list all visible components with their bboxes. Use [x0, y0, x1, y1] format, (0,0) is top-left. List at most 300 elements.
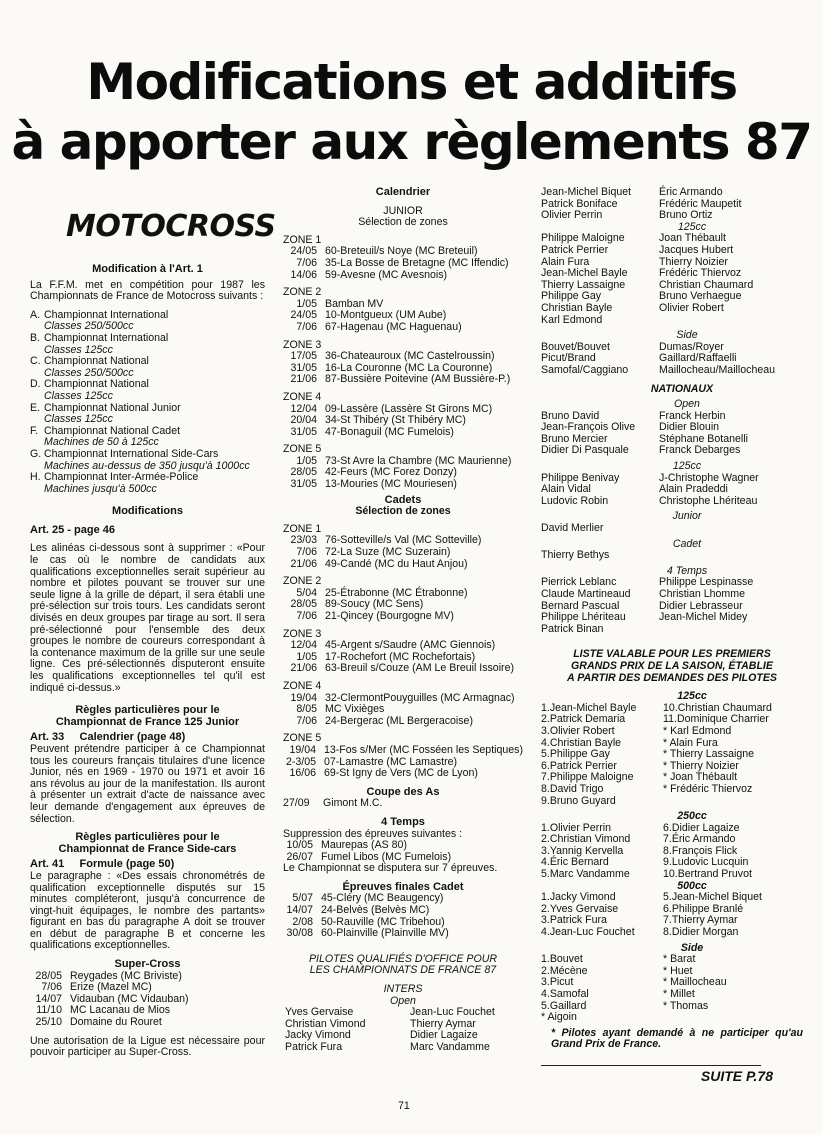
event-place: 24-Belvès (Belvès MC) [321, 904, 430, 917]
label-lside: Side [680, 941, 704, 954]
championship-letter: F. [30, 424, 39, 437]
name-right [659, 315, 753, 327]
name-right: * Barat [663, 953, 696, 966]
championship-body [44, 426, 180, 449]
name-left: Philippe Gay [541, 290, 602, 303]
championship-name: Championnat National [44, 355, 149, 368]
cadet-zones [283, 524, 523, 780]
name-right: 9.Ludovic Lucquin [663, 856, 749, 869]
table-top-pairs [541, 187, 741, 222]
championship-class: Classes 125cc [44, 389, 113, 402]
event-date: 31/05 [290, 361, 317, 374]
championship-list [30, 310, 265, 496]
event-date: 14/06 [290, 268, 317, 281]
name-right: Éric Armando [659, 186, 723, 198]
name-right: Bruno Ortiz [659, 209, 713, 222]
event-place: 32-ClermontPouyguilles (MC Armagnac) [325, 691, 515, 704]
championship-item [30, 356, 265, 379]
heading-liste-3: A PARTIR DES DEMANDES DES PILOTES [567, 671, 777, 684]
column-calendrier [283, 187, 523, 1054]
name-right: 6.Didier Lagaize [663, 821, 740, 834]
table-nat-125 [541, 473, 759, 508]
name-right: * Thomas [663, 999, 709, 1012]
supercross-note: Une autorisation de la Ligue est nécessaire pour pouvoir participer au Super-Cross. [30, 1034, 265, 1059]
championship-letter: H. [30, 471, 41, 484]
event-place: 16-La Couronne (MC La Couronne) [325, 361, 493, 374]
art25-text: Les alinéas ci-dessous sont à supprimer : «Pour le cas où le nombre de candidats aux qualifications exceptionnelles serait supérieur au nombre et pilotes pouvant se trouver sur une seule ligne à la grille de départ, il sera établi une pré-sélection sur trois tours. Les candidats seront divisés en deux groupes par tirage au sort. Il sera pré-sélectionné pour l'ensemble des deux groupes le nombre de coureurs correspondant à la contenance maximum de la grille sur une seule ligne. Ces pré-sélectionnés disputeront ensuite les qualifications exceptionnelles tel qu'il est indiqué ci-dessus.» [30, 542, 265, 694]
name-left: 2.Christian Vimond [541, 833, 631, 846]
event-place: 34-St Thibéry (St Thibéry MC) [325, 414, 466, 427]
table-side [541, 342, 775, 377]
column-pilotes [541, 187, 803, 1086]
name-row [541, 749, 772, 761]
junior-zones [283, 235, 523, 491]
table-liste-side [541, 954, 727, 1024]
event-place: 36-Chateauroux (MC Castelroussin) [325, 350, 495, 363]
calendar-row [283, 351, 510, 363]
championship-letter: D. [30, 378, 41, 391]
event-date: 25/10 [35, 1016, 62, 1029]
name-left: Bruno Mercier [541, 432, 608, 445]
heading-finales: Épreuves finales Cadet [342, 880, 464, 893]
name-left: 5.Marc Vandamme [541, 868, 630, 881]
calendar-row [283, 663, 514, 675]
name-left: 2.Mécène [541, 964, 588, 977]
name-left: 5.Gaillard [541, 999, 587, 1012]
name-right: 8.François Flick [663, 844, 738, 857]
zone-table [283, 299, 462, 334]
name-right: Marc Vandamme [410, 1041, 490, 1053]
name-right: 7.Éric Armando [663, 833, 736, 846]
art41-text: Le paragraphe : «Des essais chronométrés de qualification exceptionnelle disputés sur 15 minutes compléteront, jusqu'à concurrence de vingt-huit équipages, le nombre des partants» figurant en bas du paragraphe A doit se trouver en début de paragraphe B et concerne les qualifications exceptionnelles. [30, 869, 265, 952]
heading-rules-125-2: Championnat de France 125 Junior [55, 715, 240, 728]
heading-modifications: Modifications [112, 505, 183, 518]
name-left: 7.Philippe Maloigne [541, 771, 634, 784]
name-right: 10.Bertrand Pruvot [663, 868, 752, 881]
name-left: Yves Gervaise [285, 1006, 354, 1019]
label-side: Side [676, 329, 698, 342]
event-place: 13-Mouries (MC Mouriesen) [325, 478, 457, 491]
name-right: Dumas/Royer [659, 340, 724, 353]
name-left: 4.Jean-Luc Fouchet [541, 926, 635, 939]
heading-rules-sc-2: Championnat de France Side-cars [58, 842, 237, 855]
calendar-row [283, 479, 511, 491]
junior-name: David Merlier [541, 522, 604, 535]
art33-text: Peuvent prétendre participer à ce Championnat tous les coureurs français titulaires d'une licence Junior, nés en 1969 - 1970 ou 1971 et avoir 16 ans révolus au jour de la manifestation. Ils auront à présenter un extrait d'acte de naissance avec leur demande d'engagement aux épreuves de sélection. [30, 742, 265, 825]
event-place: 87-Bussière Poitevine (AM Bussière-P.) [325, 373, 511, 386]
event-date: 11/10 [36, 1004, 62, 1017]
calendar-row [283, 716, 515, 728]
event-place: Bamban MV [325, 297, 384, 310]
name-left: Patrick Perrier [541, 243, 609, 256]
name-left: 3.Picut [541, 976, 574, 989]
suite-link: SUITE P.78 [700, 1067, 773, 1084]
name-left: 6.Patrick Perrier [541, 759, 617, 772]
calendar-row [283, 745, 523, 757]
event-date: 7/06 [296, 256, 317, 269]
event-date: 7/06 [296, 714, 317, 727]
name-row [541, 989, 727, 1001]
label-4-temps: 4 Temps [666, 564, 708, 577]
calendar-row [283, 374, 510, 386]
championship-item [30, 310, 265, 333]
zone-table [283, 640, 514, 675]
event-place: 49-Candé (MC du Haut Anjou) [325, 557, 468, 570]
name-left: Patrick Fura [285, 1041, 343, 1053]
event-date: 17/05 [290, 350, 317, 363]
zone-table [283, 456, 511, 491]
name-right: Gaillard/Raffaelli [659, 352, 737, 365]
event-place: 59-Avesne (MC Avesnois) [325, 268, 448, 281]
event-place: 42-Feurs (MC Forez Donzy) [325, 466, 457, 479]
table-liste-250 [541, 823, 752, 881]
name-left: Jean-Michel Biquet [541, 186, 632, 198]
name-left: 2.Patrick Demaria [541, 713, 626, 726]
championship-name: Championnat National [44, 378, 149, 391]
heading-liste-2: GRANDS PRIX DE LA SAISON, ÉTABLIE [571, 659, 773, 672]
championship-name: Championnat Inter-Armée-Police [44, 471, 199, 484]
cadets-subheading: Sélection de zones [355, 505, 451, 518]
4-temps-table [283, 840, 451, 863]
calendar-row [283, 905, 449, 917]
event-date: 26/07 [286, 850, 313, 863]
name-left: 9.Bruno Guyard [541, 794, 616, 807]
calendar-row [283, 427, 492, 439]
name-left: Bouvet/Bouvet [541, 340, 610, 353]
zone-table [283, 693, 515, 728]
name-left: 4.Christian Bayle [541, 736, 622, 749]
zone-label: ZONE 3 [283, 627, 322, 640]
name-right: Didier Lagaize [410, 1029, 478, 1042]
name-row [541, 726, 772, 738]
page-title-line-1: Modifications et additifs [86, 53, 737, 111]
name-right: * Maillocheau [663, 976, 727, 989]
event-date: 14/07 [286, 904, 313, 917]
cadet-name: Thierry Bethys [541, 549, 610, 562]
name-right: J-Christophe Wagner [659, 471, 759, 484]
event-date: 23/03 [290, 534, 317, 547]
zone-table [283, 588, 468, 623]
championship-class: Classes 250/500cc [44, 320, 134, 333]
name-left: 1.Bouvet [541, 953, 583, 966]
championship-body [44, 310, 168, 333]
name-right: 11.Dominique Charrier [663, 713, 769, 726]
name-right: Christophe Lhériteau [659, 494, 758, 507]
event-place: Reygades (MC Briviste) [70, 969, 182, 982]
name-right: 8.Didier Morgan [663, 926, 739, 939]
name-left: Olivier Perrin [541, 209, 603, 222]
coupe-row [283, 798, 382, 810]
event-date: 5/07 [292, 892, 313, 905]
event-date: 8/05 [296, 703, 317, 716]
championship-item [30, 472, 265, 495]
event-date: 31/05 [290, 425, 317, 438]
heading-pilotes-2: LES CHAMPIONNATS DE FRANCE 87 [309, 964, 497, 977]
event-date: 1/05 [296, 297, 317, 310]
event-date: 1/05 [296, 454, 317, 467]
event-place: 09-Lassère (Lassère St Girons MC) [325, 402, 493, 415]
table-liste-125 [541, 703, 772, 807]
name-right: 10.Christian Chaumard [663, 701, 772, 714]
4-temps-intro: Suppression des épreuves suivantes : [283, 827, 463, 840]
zone-table [283, 246, 509, 281]
zone-label: ZONE 1 [283, 233, 322, 246]
name-right: Joan Thébault [659, 232, 726, 245]
name-right: * Huet [663, 964, 693, 977]
championship-name: Championnat International [44, 308, 169, 321]
name-right: * Alain Fura [663, 736, 718, 749]
calendar-row [283, 415, 492, 427]
name-left: 1.Olivier Perrin [541, 821, 612, 834]
championship-name: Championnat National Junior [44, 401, 181, 414]
name-row [541, 315, 753, 327]
heading-rules-sc-1: Règles particulières pour le [75, 831, 220, 844]
coupe-date: 27/09 [283, 797, 310, 810]
event-date: 19/04 [290, 691, 317, 704]
label-junior: Junior [672, 510, 702, 523]
event-place: 24-Bergerac (ML Bergeracoise) [325, 714, 473, 727]
finales-table [283, 893, 449, 939]
zone-label: ZONE 5 [283, 443, 322, 456]
name-left: Bernard Pascual [541, 599, 620, 612]
championship-name: Championnat International Side-Cars [44, 447, 219, 460]
name-left: Alain Fura [541, 255, 590, 268]
zone-table [283, 745, 523, 780]
name-right: * Frédéric Thiervoz [663, 782, 753, 795]
zone-label: ZONE 2 [283, 286, 322, 299]
event-date: 28/05 [290, 598, 317, 611]
name-right: * Joan Thébault [663, 771, 738, 784]
calendar-row [283, 258, 509, 270]
name-right: Christian Chaumard [659, 278, 754, 291]
label-125cc: 125cc [677, 220, 707, 233]
name-row [541, 496, 759, 508]
calendar-row [283, 704, 515, 716]
event-place: 10-Montgueux (UM Aube) [325, 309, 447, 322]
event-date: 10/05 [286, 839, 313, 852]
heading-art25: Art. 25 - page 46 [30, 523, 115, 536]
zone-table [283, 351, 510, 386]
name-right: Thierry Noizier [659, 255, 728, 268]
zone-table [283, 404, 492, 439]
zone-label: ZONE 3 [283, 338, 322, 351]
event-place: 45-Argent s/Saudre (AMC Giennois) [325, 639, 496, 652]
zone-label: ZONE 4 [283, 390, 322, 403]
name-left: Pierrick Leblanc [541, 576, 617, 589]
championship-body [44, 333, 168, 356]
event-place: 89-Soucy (MC Sens) [325, 598, 424, 611]
table-4-temps [541, 577, 753, 635]
heading-calendrier: Calendrier [375, 186, 431, 198]
name-left: Bruno David [541, 409, 600, 422]
championship-body [44, 379, 149, 402]
championship-class: Classes 125cc [44, 343, 113, 356]
championship-body [44, 403, 181, 426]
championship-letter: B. [30, 331, 41, 344]
name-left: Karl Edmond [541, 313, 603, 326]
calendar-row [283, 928, 449, 940]
heading-4-temps: 4 Temps [381, 815, 425, 828]
name-row [541, 210, 741, 222]
calendar-row [283, 559, 481, 571]
championship-class: Machines au-dessus de 350 jusqu'à 1000cc [44, 459, 250, 472]
championship-class: Machines jusqu'à 500cc [44, 482, 157, 495]
event-date: 2-3/05 [285, 755, 316, 768]
name-right [663, 796, 772, 808]
heading-art33: Art. 33 Calendrier (page 48) [30, 731, 186, 744]
event-date: 12/04 [290, 639, 317, 652]
event-date: 7/06 [41, 981, 62, 994]
name-right: Franck Debarges [659, 444, 741, 457]
heading-liste-1: LISTE VALABLE POUR LES PREMIERS [573, 648, 771, 661]
event-date: 7/06 [296, 546, 317, 559]
name-row [541, 365, 775, 377]
championship-item [30, 333, 265, 356]
supercross-table [30, 971, 189, 1029]
intro-text: La F.F.M. met en compétition pour 1987 les Championnats de France de Motocross suivants : [30, 278, 265, 303]
coupe-table [283, 798, 382, 810]
heading-nationaux: NATIONAUX [650, 382, 714, 395]
championship-name: Championnat International [44, 331, 169, 344]
heading-coupe: Coupe des As [366, 785, 440, 798]
event-date: 21/06 [290, 557, 317, 570]
name-right: Bruno Verhaegue [659, 290, 742, 303]
event-date: 28/05 [290, 466, 317, 479]
name-left: Christian Vimond [285, 1017, 366, 1030]
event-date: 24/05 [290, 245, 317, 258]
calendar-row [283, 322, 462, 334]
name-row [541, 303, 753, 315]
name-left: Patrick Binan [541, 622, 604, 635]
championship-letter: A. [30, 308, 41, 321]
event-place: 63-Breuil s/Couze (AM Le Breuil Issoire) [325, 662, 514, 675]
heading-supercross: Super-Cross [114, 958, 181, 971]
event-date: 19/04 [289, 743, 316, 756]
championship-item [30, 379, 265, 402]
footnote: * Pilotes ayant demandé à ne participer qu'au Grand Prix de France. [551, 1026, 803, 1051]
name-right: Jean-Luc Fouchet [410, 1006, 495, 1019]
championship-item [30, 426, 265, 449]
event-place: 07-Lamastre (MC Lamastre) [324, 755, 458, 768]
page-title-line-2: à apporter aux règlements 87 [11, 113, 812, 171]
zone-table [283, 535, 481, 570]
event-date: 21/06 [290, 373, 317, 386]
zone-label: ZONE 5 [283, 732, 322, 745]
event-place: Vidauban (MC Vidauban) [70, 992, 189, 1005]
event-place: MC Lacanau de Mios [70, 1004, 171, 1017]
name-right: Didier Blouin [659, 421, 720, 434]
page-number: 71 [398, 1100, 410, 1112]
name-row [541, 589, 753, 601]
label-l250: 250cc [677, 810, 707, 823]
table-liste-500 [541, 892, 762, 938]
championship-item [30, 449, 265, 472]
calendar-row [30, 1017, 189, 1029]
name-left: Patrick Boniface [541, 197, 618, 210]
championship-name: Championnat National Cadet [44, 424, 181, 437]
name-left: Philippe Maloigne [541, 232, 625, 245]
event-place: 76-Sotteville/s Val (MC Sotteville) [325, 534, 482, 547]
junior-subheading: Sélection de zones [358, 216, 448, 229]
heading-art41: Art. 41 Formule (page 50) [30, 858, 175, 871]
name-left: 4.Samofal [541, 988, 589, 1000]
event-place: 45-Cléry (MC Beaugency) [321, 892, 444, 905]
name-row [541, 869, 752, 881]
championship-letter: E. [30, 401, 41, 414]
event-place: 35-La Bosse de Bretagne (MC Iffendic) [325, 256, 509, 269]
calendar-row [283, 611, 468, 623]
event-place: 69-St Igny de Vers (MC de Lyon) [324, 767, 478, 780]
name-right: 7.Thierry Aymar [663, 914, 738, 927]
championship-class: Machines de 50 à 125cc [44, 436, 159, 449]
calendar-row [283, 693, 515, 705]
name-right: Didier Lebrasseur [659, 599, 743, 612]
event-place: 17-Rochefort (MC Rochefortais) [325, 650, 476, 663]
name-right [659, 624, 753, 636]
label-nat-125: 125cc [672, 460, 702, 473]
name-left: Philippe Lhériteau [541, 611, 626, 624]
event-date: 28/05 [35, 969, 62, 982]
name-right [663, 1012, 727, 1024]
event-place: 60-Breteuil/s Noye (MC Breteuil) [325, 245, 478, 258]
name-left: 1.Jean-Michel Bayle [541, 701, 637, 714]
name-left: Jacky Vimond [285, 1029, 351, 1042]
name-right: Stéphane Botanelli [659, 432, 748, 445]
event-date: 20/04 [290, 414, 317, 427]
section-motocross: MOTOCROSS [66, 209, 276, 244]
name-right: Thierry Aymar [410, 1017, 476, 1030]
event-place: 47-Bonaguil (MC Fumelois) [325, 425, 454, 438]
name-right: Christian Lhomme [659, 588, 745, 600]
name-left: * Aigoin [541, 1011, 577, 1024]
column-motocross [30, 209, 276, 1059]
calendar-row [283, 547, 481, 559]
name-left: Ludovic Robin [541, 494, 609, 507]
event-place: Maurepas (AS 80) [321, 839, 407, 852]
heading-cadets: Cadets [384, 493, 422, 506]
event-place: 60-Plainville (Plainville MV) [321, 927, 449, 940]
heading-junior: JUNIOR [383, 204, 423, 217]
name-left: 1.Jacky Vimond [541, 891, 616, 904]
calendar-row [283, 840, 451, 852]
event-place: 21-Qincey (Bourgogne MV) [325, 610, 454, 622]
name-left: Didier Di Pasquale [541, 444, 629, 457]
name-right: Franck Herbin [659, 409, 726, 422]
name-right: * Millet [663, 988, 695, 1000]
event-place: 72-La Suze (MC Suzerain) [325, 546, 451, 559]
event-date: 1/05 [296, 650, 317, 663]
name-left: 3.Yannig Kervella [541, 844, 624, 857]
event-place: 67-Hagenau (MC Haguenau) [325, 320, 462, 333]
name-left: 5.Philippe Gay [541, 748, 610, 761]
heading-mod-art1: Modification à l'Art. 1 [92, 263, 203, 275]
event-date: 16/06 [289, 767, 316, 780]
name-left: Jean-Michel Bayle [541, 267, 628, 280]
table-125cc [541, 233, 753, 326]
name-row [541, 187, 741, 199]
event-date: 14/07 [35, 992, 62, 1005]
event-place: 50-Rauville (MC Tribehou) [321, 915, 445, 928]
event-place: 25-Étrabonne (MC Étrabonne) [325, 586, 468, 599]
zone-label: ZONE 4 [283, 679, 322, 692]
championship-class: Classes 125cc [44, 413, 113, 426]
4-temps-note: Le Championnat se disputera sur 7 épreuves. [283, 862, 498, 875]
name-left: 4.Éric Bernard [541, 856, 609, 869]
label-nat-open: Open [674, 398, 700, 411]
name-left: Christian Bayle [541, 301, 613, 314]
event-place: MC Vixièges [325, 703, 385, 716]
event-date: 12/04 [290, 402, 317, 415]
